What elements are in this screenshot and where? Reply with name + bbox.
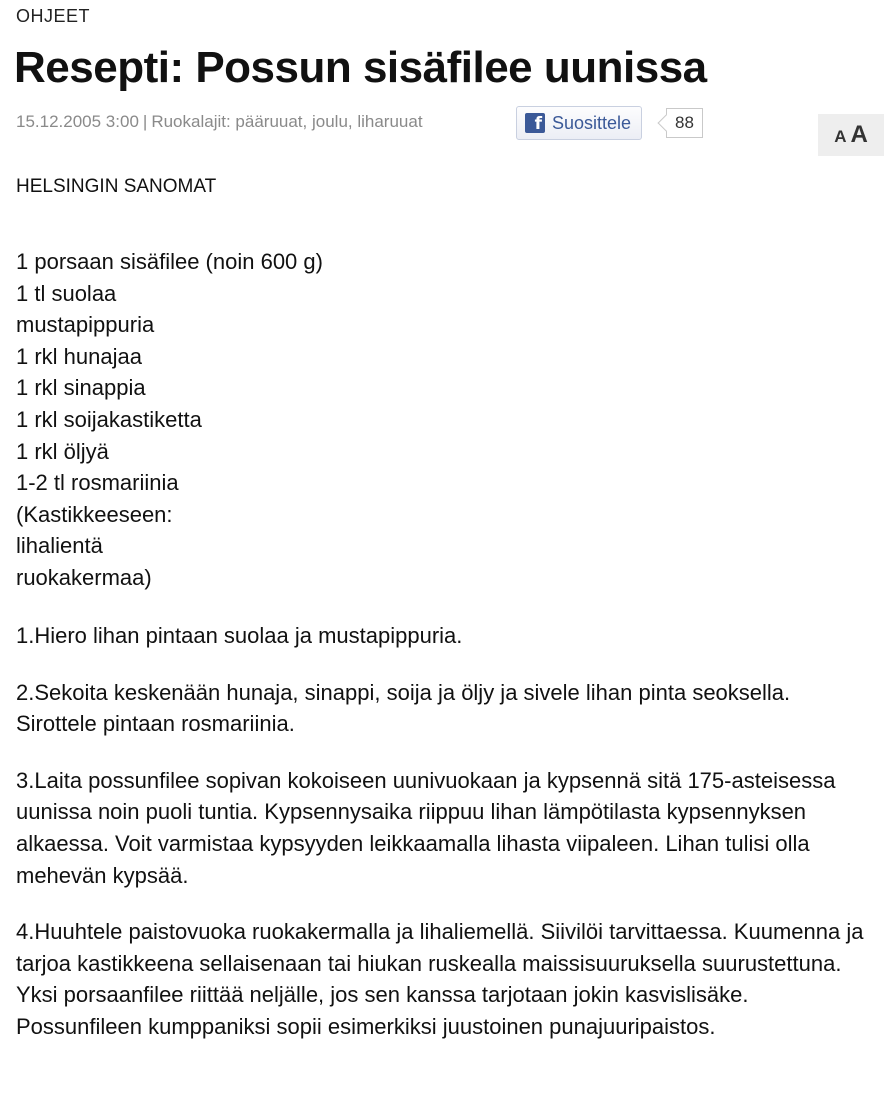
font-size-control[interactable] [818,114,884,156]
font-size-increase-button[interactable]: A [850,121,868,148]
facebook-recommend-button[interactable] [516,106,642,140]
facebook-icon: f [525,113,545,133]
article-source: HELSINGIN SANOMAT [16,176,217,197]
page-title: Resepti: Possun sisäfilee uunissa [14,43,707,92]
ingredient-item: (Kastikkeeseen: [16,501,173,527]
ingredient-item: 1 rkl soijakastiketta [16,406,202,432]
ingredient-list [16,246,323,594]
article-meta [16,112,423,132]
instruction-step: 2.Sekoita keskenään hunaja, sinappi, soija ja öljy ja sivele lihan pinta seoksella. Sirottele pintaan rosmariinia. [16,679,791,737]
meta-separator: | [142,112,148,131]
facebook-recommend-count: 88 [666,108,703,138]
ingredient-item: 1 rkl hunajaa [16,343,142,369]
facebook-recommend-label: Suosittele [552,112,632,133]
ingredient-item: lihalientä [16,533,103,559]
ingredient-item: 1 rkl sinappia [16,375,146,401]
instruction-step: 1.Hiero lihan pintaan suolaa ja mustapippuria. [16,623,463,648]
publish-date: 15.12.2005 3:00 [16,112,139,131]
instruction-step: 4.Huuhtele paistovuoka ruokakermalla ja lihaliemellä. Siivilöi tarvittaessa. Kuumenna ja tarjoa kastikkeena sellaisenaan tai hiukan ruskealla maissisuuruksella suurustettuna. Yksi porsaanfilee riittää neljälle, jos sen kanssa tarjotaan jokin kasvislisäke. Possunfileen kumppaniksi sopii esimerkiksi juustoinen punajuuripaistos. [16,919,864,1039]
ingredient-item: ruokakermaa) [16,564,152,590]
font-size-decrease-button[interactable]: A [834,127,847,146]
instruction-steps [16,620,876,1068]
ingredient-item: mustapippuria [16,312,155,338]
section-label[interactable]: OHJEET [16,6,91,26]
category-list[interactable]: Ruokalajit: pääruuat, joulu, liharuuat [151,112,423,131]
instruction-step: 3.Laita possunfilee sopivan kokoiseen uunivuokaan ja kypsennä sitä 175-asteisessa uunissa noin puoli tuntia. Kypsennysaika riippuu lihan lämpötilasta kypsennyksen alkaessa. Voit varmistaa kypsyyden leikkaamalla lihasta viipaleen. Lihan tulisi olla mehevän kypsää. [16,767,836,888]
ingredient-item: 1 tl suolaa [16,280,117,306]
ingredient-item: 1 rkl öljyä [16,438,109,464]
ingredient-item: 1 porsaan sisäfilee (noin 600 g) [16,249,323,274]
ingredient-item: 1-2 tl rosmariinia [16,470,179,496]
